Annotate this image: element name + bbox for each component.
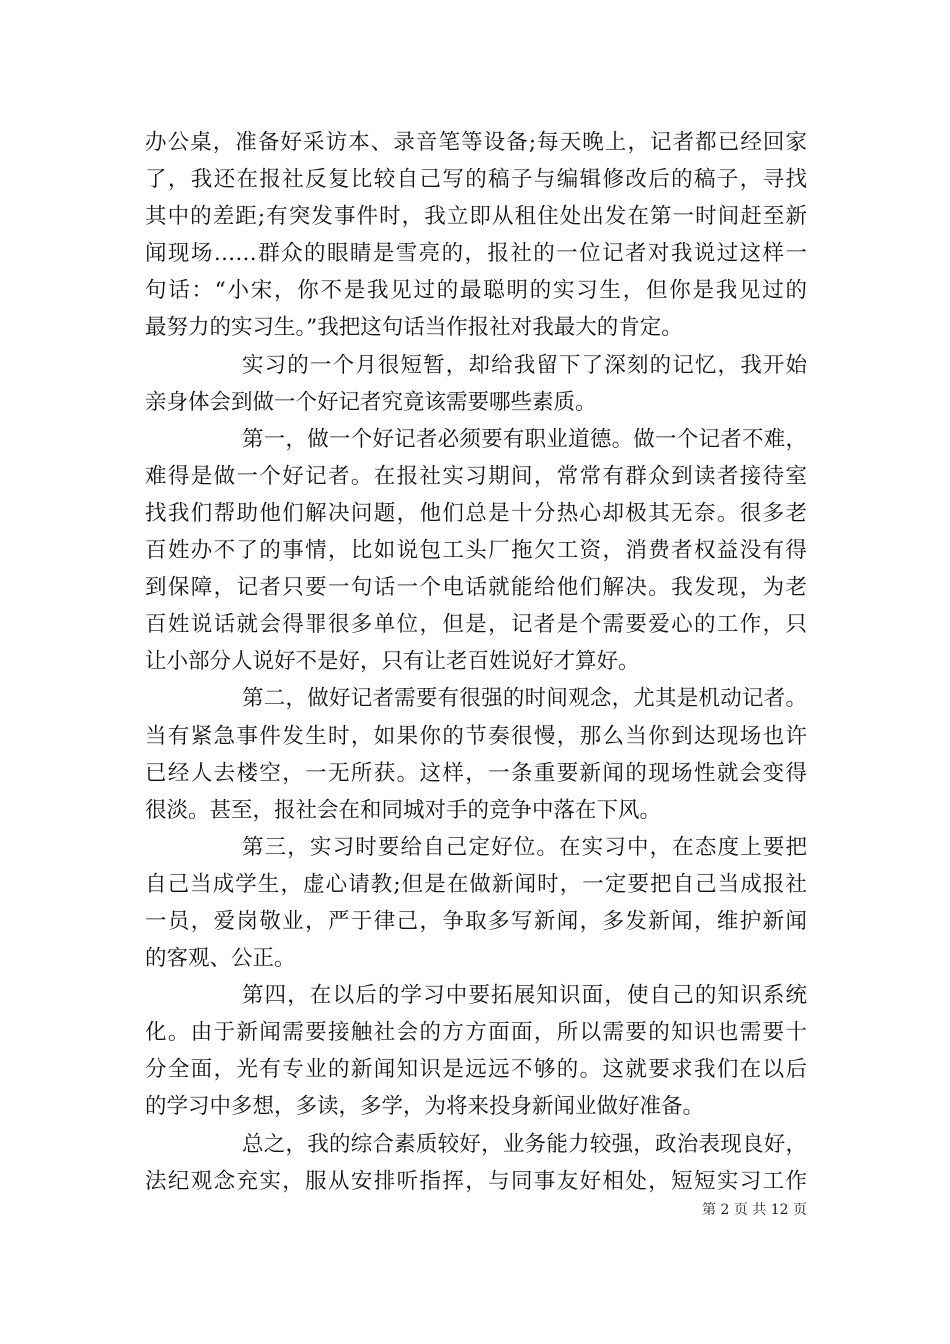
text-line: 亲身体会到做一个好记者究竟该需要哪些素质。 xyxy=(145,389,597,415)
text-line: 到保障，记者只要一句话一个电话就能给他们解决。我发现，为老 xyxy=(145,575,807,601)
text-line: 总之，我的综合素质较好，业务能力较强，政治表现良好， xyxy=(242,1131,807,1157)
text-line: 了，我还在报社反复比较自己写的稿子与编辑修改后的稿子，寻找 xyxy=(145,167,807,193)
text-line: 化。由于新闻需要接触社会的方方面面，所以需要的知识也需要十 xyxy=(145,1020,807,1046)
page-number: 第 2 页 共 12 页 xyxy=(702,1202,807,1218)
text-line: 找我们帮助他们解决问题，他们总是十分热心却极其无奈。很多老 xyxy=(145,500,807,526)
text-line: 一员，爱岗敬业，严于律己，争取多写新闻，多发新闻，维护新闻 xyxy=(145,908,807,934)
text-line: 第四，在以后的学习中要拓展知识面，使自己的知识系统 xyxy=(242,983,807,1009)
text-line: 第一，做一个好记者必须要有职业道德。做一个记者不难， xyxy=(242,426,807,452)
text-line: 的学习中多想，多读，多学，为将来投身新闻业做好准备。 xyxy=(145,1094,705,1120)
text-line: 实习的一个月很短暂，却给我留下了深刻的记忆，我开始 xyxy=(242,352,807,378)
text-line: 百姓说话就会得罪很多单位，但是，记者是个需要爱心的工作，只 xyxy=(145,612,807,638)
text-line: 已经人去楼空，一无所获。这样，一条重要新闻的现场性就会变得 xyxy=(145,760,807,786)
text-line: 其中的差距;有突发事件时，我立即从租住处出发在第一时间赶至新 xyxy=(145,204,807,230)
text-line: 很淡。甚至，报社会在和同城对手的竞争中落在下风。 xyxy=(145,797,662,823)
text-line: 分全面，光有专业的新闻知识是远远不够的。这就要求我们在以后 xyxy=(145,1057,807,1083)
text-line: 闻现场……群众的眼睛是雪亮的，报社的一位记者对我说过这样一 xyxy=(145,241,807,267)
text-line: 百姓办不了的事情，比如说包工头厂拖欠工资，消费者权益没有得 xyxy=(145,538,807,564)
text-line: 第二，做好记者需要有很强的时间观念，尤其是机动记者。 xyxy=(242,686,807,712)
text-line: 让小部分人说好不是好，只有让老百姓说好才算好。 xyxy=(145,649,640,675)
text-line: 自己当成学生，虚心请教;但是在做新闻时，一定要把自己当成报社 xyxy=(145,871,807,897)
text-line: 句话：“小宋，你不是我见过的最聪明的实习生，但你是我见过的 xyxy=(145,278,807,304)
text-line: 的客观、公正。 xyxy=(145,946,296,972)
text-line: 第三，实习时要给自己定好位。在实习中，在态度上要把 xyxy=(242,834,807,860)
body-text xyxy=(145,124,807,1200)
text-line: 当有紧急事件发生时，如果你的节奏很慢，那么当你到达现场也许 xyxy=(145,723,807,749)
text-line: 办公桌，准备好采访本、录音笔等设备;每天晚上，记者都已经回家 xyxy=(145,130,807,155)
text-line: 法纪观念充实，服从安排听指挥，与同事友好相处，短短实习工作 xyxy=(145,1168,807,1194)
text-line: 难得是做一个好记者。在报社实习期间，常常有群众到读者接待室 xyxy=(145,463,807,489)
text-line: 最努力的实习生。”我把这句话当作报社对我最大的肯定。 xyxy=(145,315,683,341)
